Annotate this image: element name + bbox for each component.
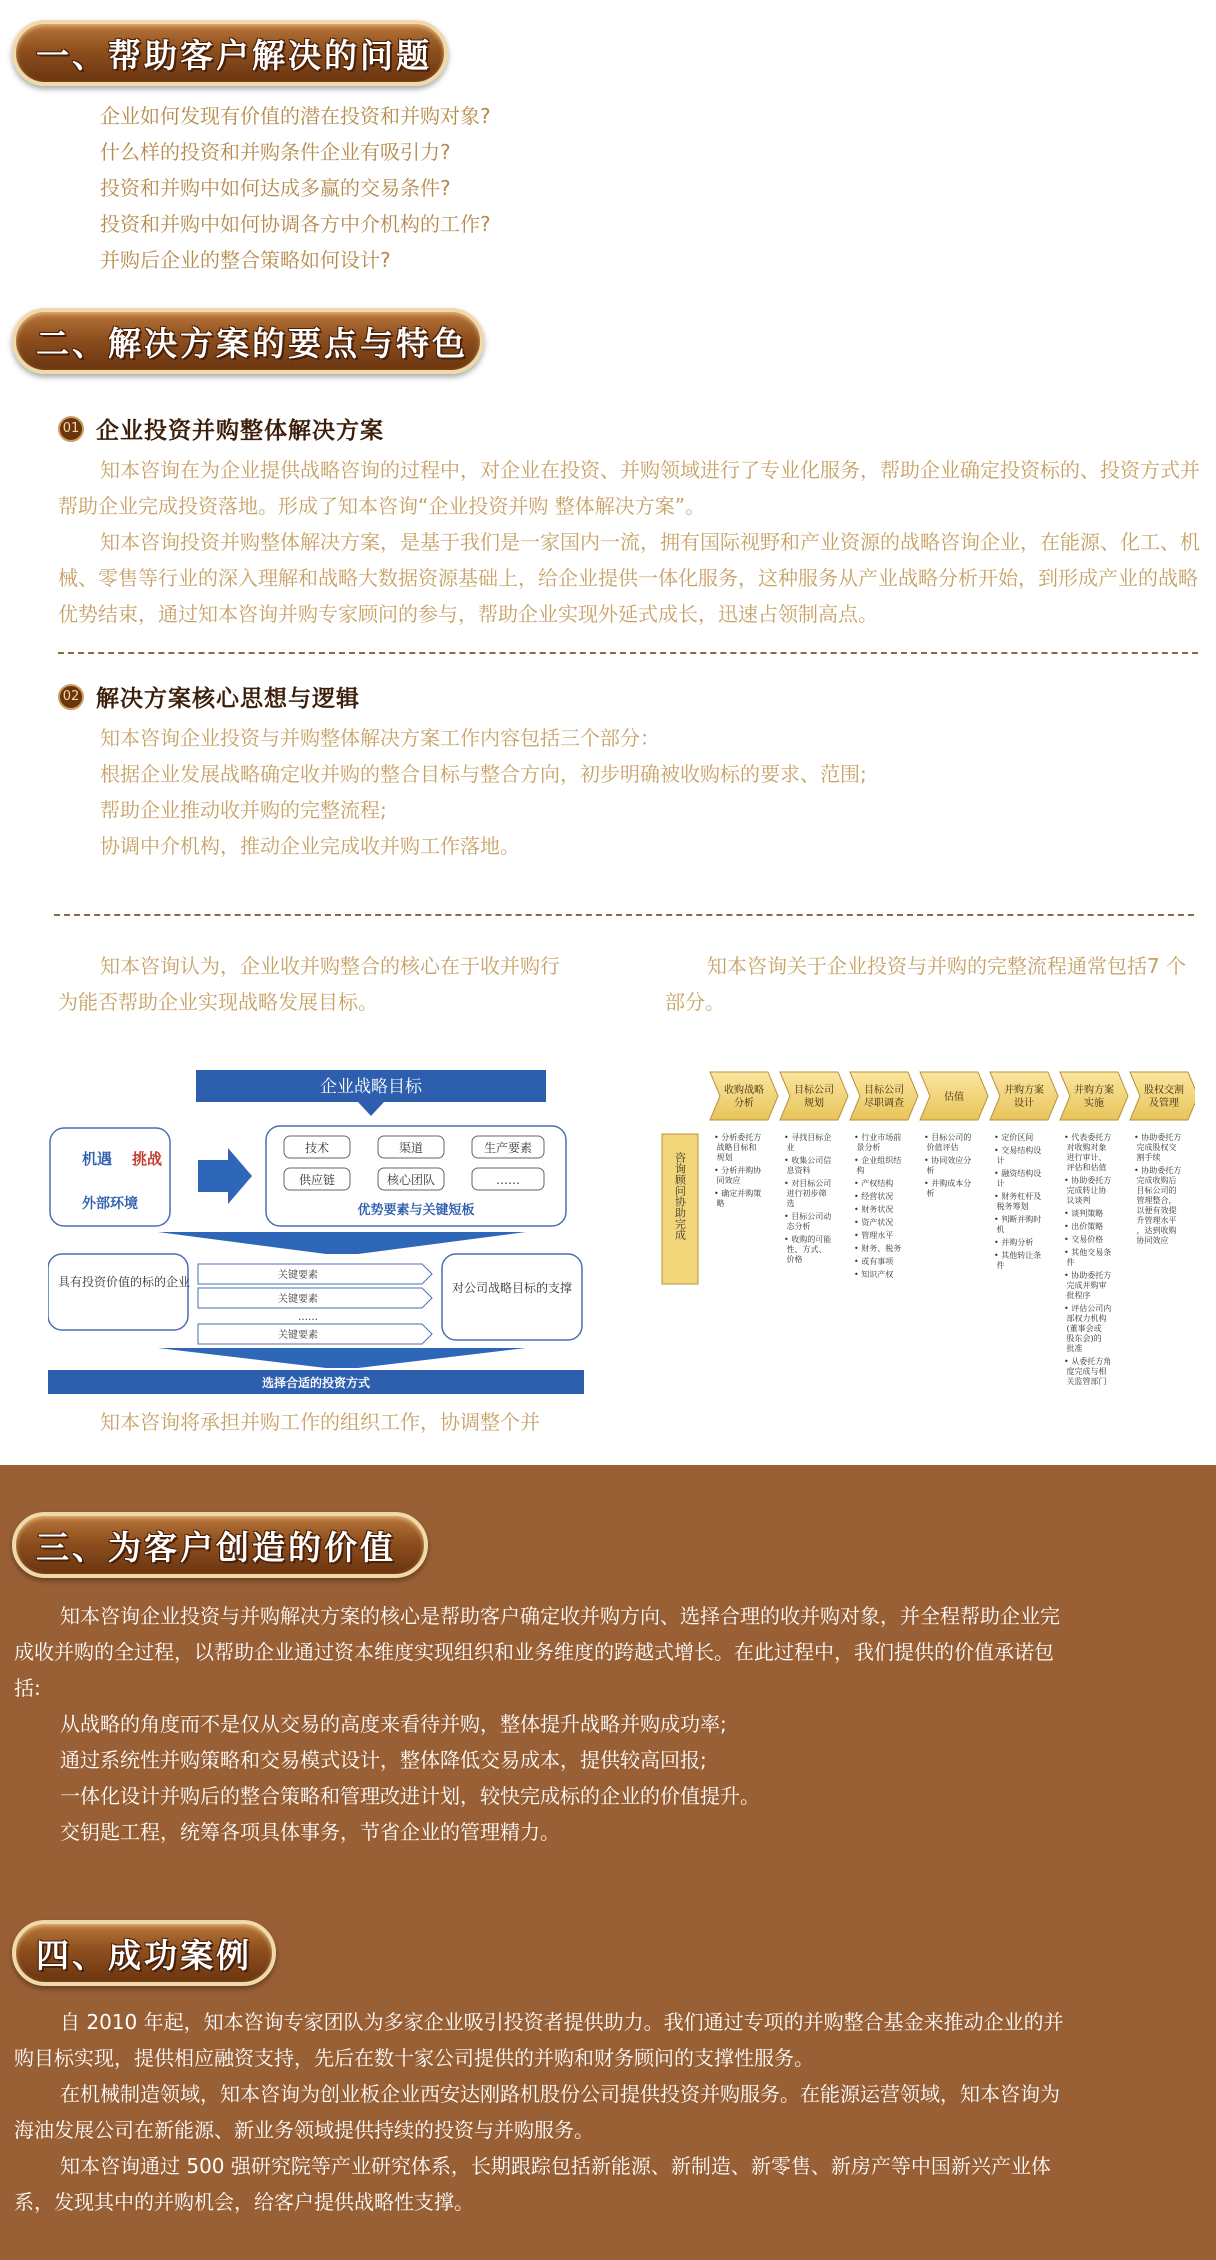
subsection-2-line-4: 协调中介机构，推动企业完成收并购工作落地。 (100, 834, 520, 858)
process-col-3-item-10: • 知识产权 (854, 1270, 894, 1279)
two-col-left-text: 知本咨询认为，企业收并购整合的核心在于收并购行为能否帮助企业实现战略发展目标。 (58, 954, 560, 1014)
process-col-3-item-1: • 行业市场前 景分析 (854, 1133, 902, 1152)
process-col-6-item-3: • 谈判策略 (1064, 1209, 1104, 1218)
process-col-3-item-5: • 财务状况 (854, 1205, 894, 1214)
s3-item-4: 交钥匙工程，统筹各项具体事务，节省企业的管理精力。 (60, 1820, 560, 1844)
process-col-7-item-2: • 协助委托方 完成收购后 目标公司的 管理整合， 以便有效提 升管理水平 ，达到收购 协同效应 (1134, 1166, 1182, 1245)
process-columns (714, 1132, 1181, 1386)
process-step-5-label: 并购方案设计 (1004, 1085, 1044, 1109)
adv-cell-5-text: 核心团队 (386, 1173, 436, 1187)
strategy-diagram-svg (48, 1068, 586, 1398)
process-step-1 (710, 1072, 778, 1120)
env-opportunity: 机遇 (82, 1150, 113, 1168)
process-col-6-item-5: • 交易价格 (1064, 1235, 1104, 1244)
section-2-banner (12, 308, 484, 374)
env-challenge: 挑战 (132, 1150, 163, 1168)
process-step-6-label: 并购方案实施 (1074, 1085, 1114, 1109)
s4-paragraph-3: 知本咨询通过 500 强研究院等产业研究体系，长期跟踪包括新能源、新制造、新零售、新房产等中国新兴产业体系，发现其中的并购机会，给客户提供战略性支撑。 (14, 2154, 1051, 2214)
mid-row-4-text: 关键要素 (278, 1330, 318, 1341)
question-4: 投资和并购中如何协调各方中介机构的工作? (100, 212, 491, 236)
process-step-2 (780, 1072, 848, 1120)
process-col-3-item-9: • 或有事项 (854, 1257, 894, 1266)
process-step-3 (850, 1072, 918, 1120)
mid-row-1-text: 关键要素 (278, 1270, 318, 1281)
divider-2 (54, 914, 1194, 916)
subsection-1-header (58, 412, 384, 445)
process-col-5-item-7: • 其他转让条 件 (994, 1251, 1042, 1270)
env-label: 外部环境 (82, 1196, 138, 1212)
support-box-text: 对公司战略目标的支撑 (452, 1281, 573, 1295)
bottom-left-text: 知本咨询将承担并购工作的组织工作，协调整个并 (100, 1410, 540, 1434)
process-col-2-item-3: • 对目标公司 进行初步筛 选 (784, 1179, 832, 1208)
question-3: 投资和并购中如何达成多赢的交易条件? (100, 176, 451, 200)
process-col-5-item-6: • 并购分析 (994, 1238, 1034, 1247)
section-4-banner (12, 1920, 276, 1986)
adv-cell-2-text: 渠道 (398, 1141, 424, 1155)
process-col-4-item-3: • 并购成本分 析 (924, 1179, 972, 1198)
process-step-3-label: 目标公司尽职调查 (864, 1085, 904, 1109)
strategy-top-text: 企业战略目标 (320, 1077, 422, 1097)
strategy-down-arrow (358, 1102, 384, 1116)
two-col-right-text: 知本咨询关于企业投资与并购的完整流程通常包括7 个部分。 (665, 954, 1187, 1014)
question-5: 并购后企业的整合策略如何设计? (100, 248, 391, 272)
s3-intro: 知本咨询企业投资与并购解决方案的核心是帮助客户确定收并购方向、选择合理的收并购对象，并全程帮助企业完成收并购的全过程，以帮助企业通过资本维度实现组织和业务维度的跨越式增长。在此过程中，我们提供的价值承诺包括: (14, 1604, 1060, 1700)
process-col-3-item-3: • 产权结构 (854, 1179, 894, 1188)
strategy-bottom-text: 选择合适的投资方式 (261, 1376, 371, 1390)
process-col-2-item-5: • 收购的可能 性、方式、 价格 (784, 1235, 832, 1264)
process-col-2-item-1: • 寻找目标企 业 (784, 1133, 832, 1152)
process-steps (710, 1072, 1195, 1120)
process-col-6-item-7: • 协助委托方 完成并购审 批程序 (1064, 1271, 1112, 1300)
section-4-title: 四、成功案例 (36, 1935, 252, 1975)
process-col-1-item-1: • 分析委托方 战略目标和 规划 (714, 1133, 762, 1162)
s4-paragraph-1: 自 2010 年起，知本咨询专家团队为多家企业吸引投资者提供助力。我们通过专项的并购整合基金来推动企业的并购目标实现，提供相应融资支持，先后在数十家公司提供的并购和财务顾问的支撑性服务。 (14, 2010, 1064, 2070)
s3-item-1: 从战略的角度而不是仅从交易的高度来看待并购，整体提升战略并购成功率; (60, 1712, 727, 1736)
process-step-2-label: 目标公司规划 (794, 1085, 834, 1109)
funnel-shape-2 (158, 1348, 526, 1368)
adv-label: 优势要素与关键短板 (357, 1203, 475, 1218)
process-col-4-item-1: • 目标公司的 价值评估 (924, 1133, 972, 1152)
adv-cell-3-text: 生产要素 (483, 1141, 533, 1155)
s3-item-2: 通过系统性并购策略和交易模式设计，整体降低交易成本，提供较高回报; (60, 1748, 707, 1772)
question-1: 企业如何发现有价值的潜在投资和并购对象? (100, 104, 491, 128)
process-side-text: 咨询顾问协助完成 (673, 1152, 687, 1240)
process-col-6-item-1: • 代表委托方 对收购对象 进行审计、 评估和估值 (1064, 1133, 1112, 1172)
support-box (442, 1254, 582, 1340)
adv-cell-6-text: …… (496, 1173, 520, 1187)
section-3-banner (12, 1512, 428, 1578)
process-col-6-item-4: • 出价策略 (1064, 1222, 1104, 1231)
process-col-3-item-4: • 经营状况 (854, 1192, 894, 1201)
subsection-2-line-1: 知本咨询企业投资与并购整体解决方案工作内容包括三个部分： (100, 726, 660, 750)
process-col-3-item-7: • 管理水平 (854, 1231, 894, 1240)
mid-row-2-text: 关键要素 (278, 1294, 318, 1305)
process-col-3-item-8: • 财务、税务 (854, 1244, 902, 1253)
process-step-4-label: 估值 (944, 1092, 964, 1103)
process-step-7-label: 股权交割及管理 (1144, 1085, 1184, 1109)
subsection-2-title: 解决方案核心思想与逻辑 (96, 686, 360, 712)
subsection-2-header (58, 680, 360, 713)
process-col-2-item-4: • 目标公司动 态分析 (784, 1212, 832, 1231)
funnel-shape (158, 1232, 526, 1254)
process-col-5-item-2: • 交易结构设 计 (994, 1146, 1042, 1165)
strategy-diagram (48, 1068, 586, 1398)
target-box (48, 1254, 191, 1330)
process-col-5-item-5: • 判断并购时 机 (994, 1215, 1042, 1234)
mid-row-3-text: …… (298, 1312, 318, 1323)
question-2: 什么样的投资和并购条件企业有吸引力? (100, 140, 451, 164)
process-diagram (660, 1068, 1195, 1398)
process-col-5-item-1: • 定价区间 (994, 1133, 1034, 1142)
adv-cell-1-text: 技术 (304, 1141, 330, 1155)
process-col-1-item-2: • 分析并购协 同效应 (714, 1166, 762, 1185)
subsection-1-number: 01 (58, 416, 84, 442)
section-1-banner (12, 20, 448, 86)
process-col-6-item-2: • 协助委托方 完成转让协 议谈判 (1064, 1176, 1112, 1205)
s3-item-3: 一体化设计并购后的整合策略和管理改进计划，较快完成标的企业的价值提升。 (60, 1784, 760, 1808)
process-step-5 (990, 1072, 1058, 1120)
subsection-1-title: 企业投资并购整体解决方案 (96, 418, 384, 444)
process-col-4-item-2: • 协同效应分 析 (924, 1156, 972, 1175)
subsection-2-line-2: 根据企业发展战略确定收并购的整合目标与整合方向，初步明确被收购标的要求、范围; (100, 762, 867, 786)
subsection-1-paragraph-2: 知本咨询投资并购整体解决方案，是基于我们是一家国内一流，拥有国际视野和产业资源的战略咨询企业，在能源、化工、机械、零售等行业的深入理解和战略大数据资源基础上，给企业提供一体化服务，这种服务从产业战略分析开始，到形成产业的战略优势结束，通过知本咨询并购专家顾问的参与，帮助企业实现外延式成长，迅速占领制高点。 (58, 530, 1200, 626)
process-col-3-item-2: • 企业组织结 构 (854, 1156, 902, 1175)
process-step-1-label: 收购战略分析 (724, 1085, 764, 1109)
divider-1 (58, 652, 1198, 654)
env-right-arrow (198, 1148, 252, 1204)
subsection-1-paragraph-1: 知本咨询在为企业提供战略咨询的过程中，对企业在投资、并购领域进行了专业化服务，帮助企业确定投资标的、投资方式并帮助企业完成投资落地。形成了知本咨询“企业投资并购 整体解决方案”。 (58, 458, 1200, 518)
process-col-6-item-9: • 从委托方角 度完成与相 关监管部门 (1064, 1357, 1112, 1386)
process-col-5-item-4: • 财务杠杆及 税务筹划 (994, 1192, 1042, 1211)
process-col-1-item-3: • 确定并购策 略 (714, 1189, 762, 1208)
target-box-text: 具有投资价值的标的企业 (58, 1275, 191, 1289)
process-col-5-item-3: • 融资结构设 计 (994, 1169, 1042, 1188)
adv-cell-4-text: 供应链 (298, 1173, 336, 1187)
process-col-6-item-6: • 其他交易条 件 (1064, 1248, 1112, 1267)
process-diagram-svg (660, 1068, 1195, 1398)
process-col-2-item-2: • 收集公司信 息资料 (784, 1156, 832, 1175)
section-1-title: 一、帮助客户解决的问题 (36, 35, 432, 75)
process-col-3-item-6: • 资产状况 (854, 1218, 894, 1227)
process-col-7-item-1: • 协助委托方 完成股权交 割手续 (1134, 1133, 1182, 1162)
subsection-2-number: 02 (58, 684, 84, 710)
section-3-title: 三、为客户创造的价值 (36, 1527, 396, 1567)
process-step-6 (1060, 1072, 1128, 1120)
subsection-2-line-3: 帮助企业推动收并购的完整流程; (100, 798, 387, 822)
section-2-title: 二、解决方案的要点与特色 (36, 323, 468, 363)
process-step-7 (1130, 1072, 1195, 1120)
s4-paragraph-2: 在机械制造领域，知本咨询为创业板企业西安达刚路机股份公司提供投资并购服务。在能源运营领域，知本咨询为海油发展公司在新能源、新业务领域提供持续的投资与并购服务。 (14, 2082, 1060, 2142)
process-col-6-item-8: • 评估公司内 部权力机构 (董事会或 股东会)的 批准 (1064, 1304, 1112, 1353)
